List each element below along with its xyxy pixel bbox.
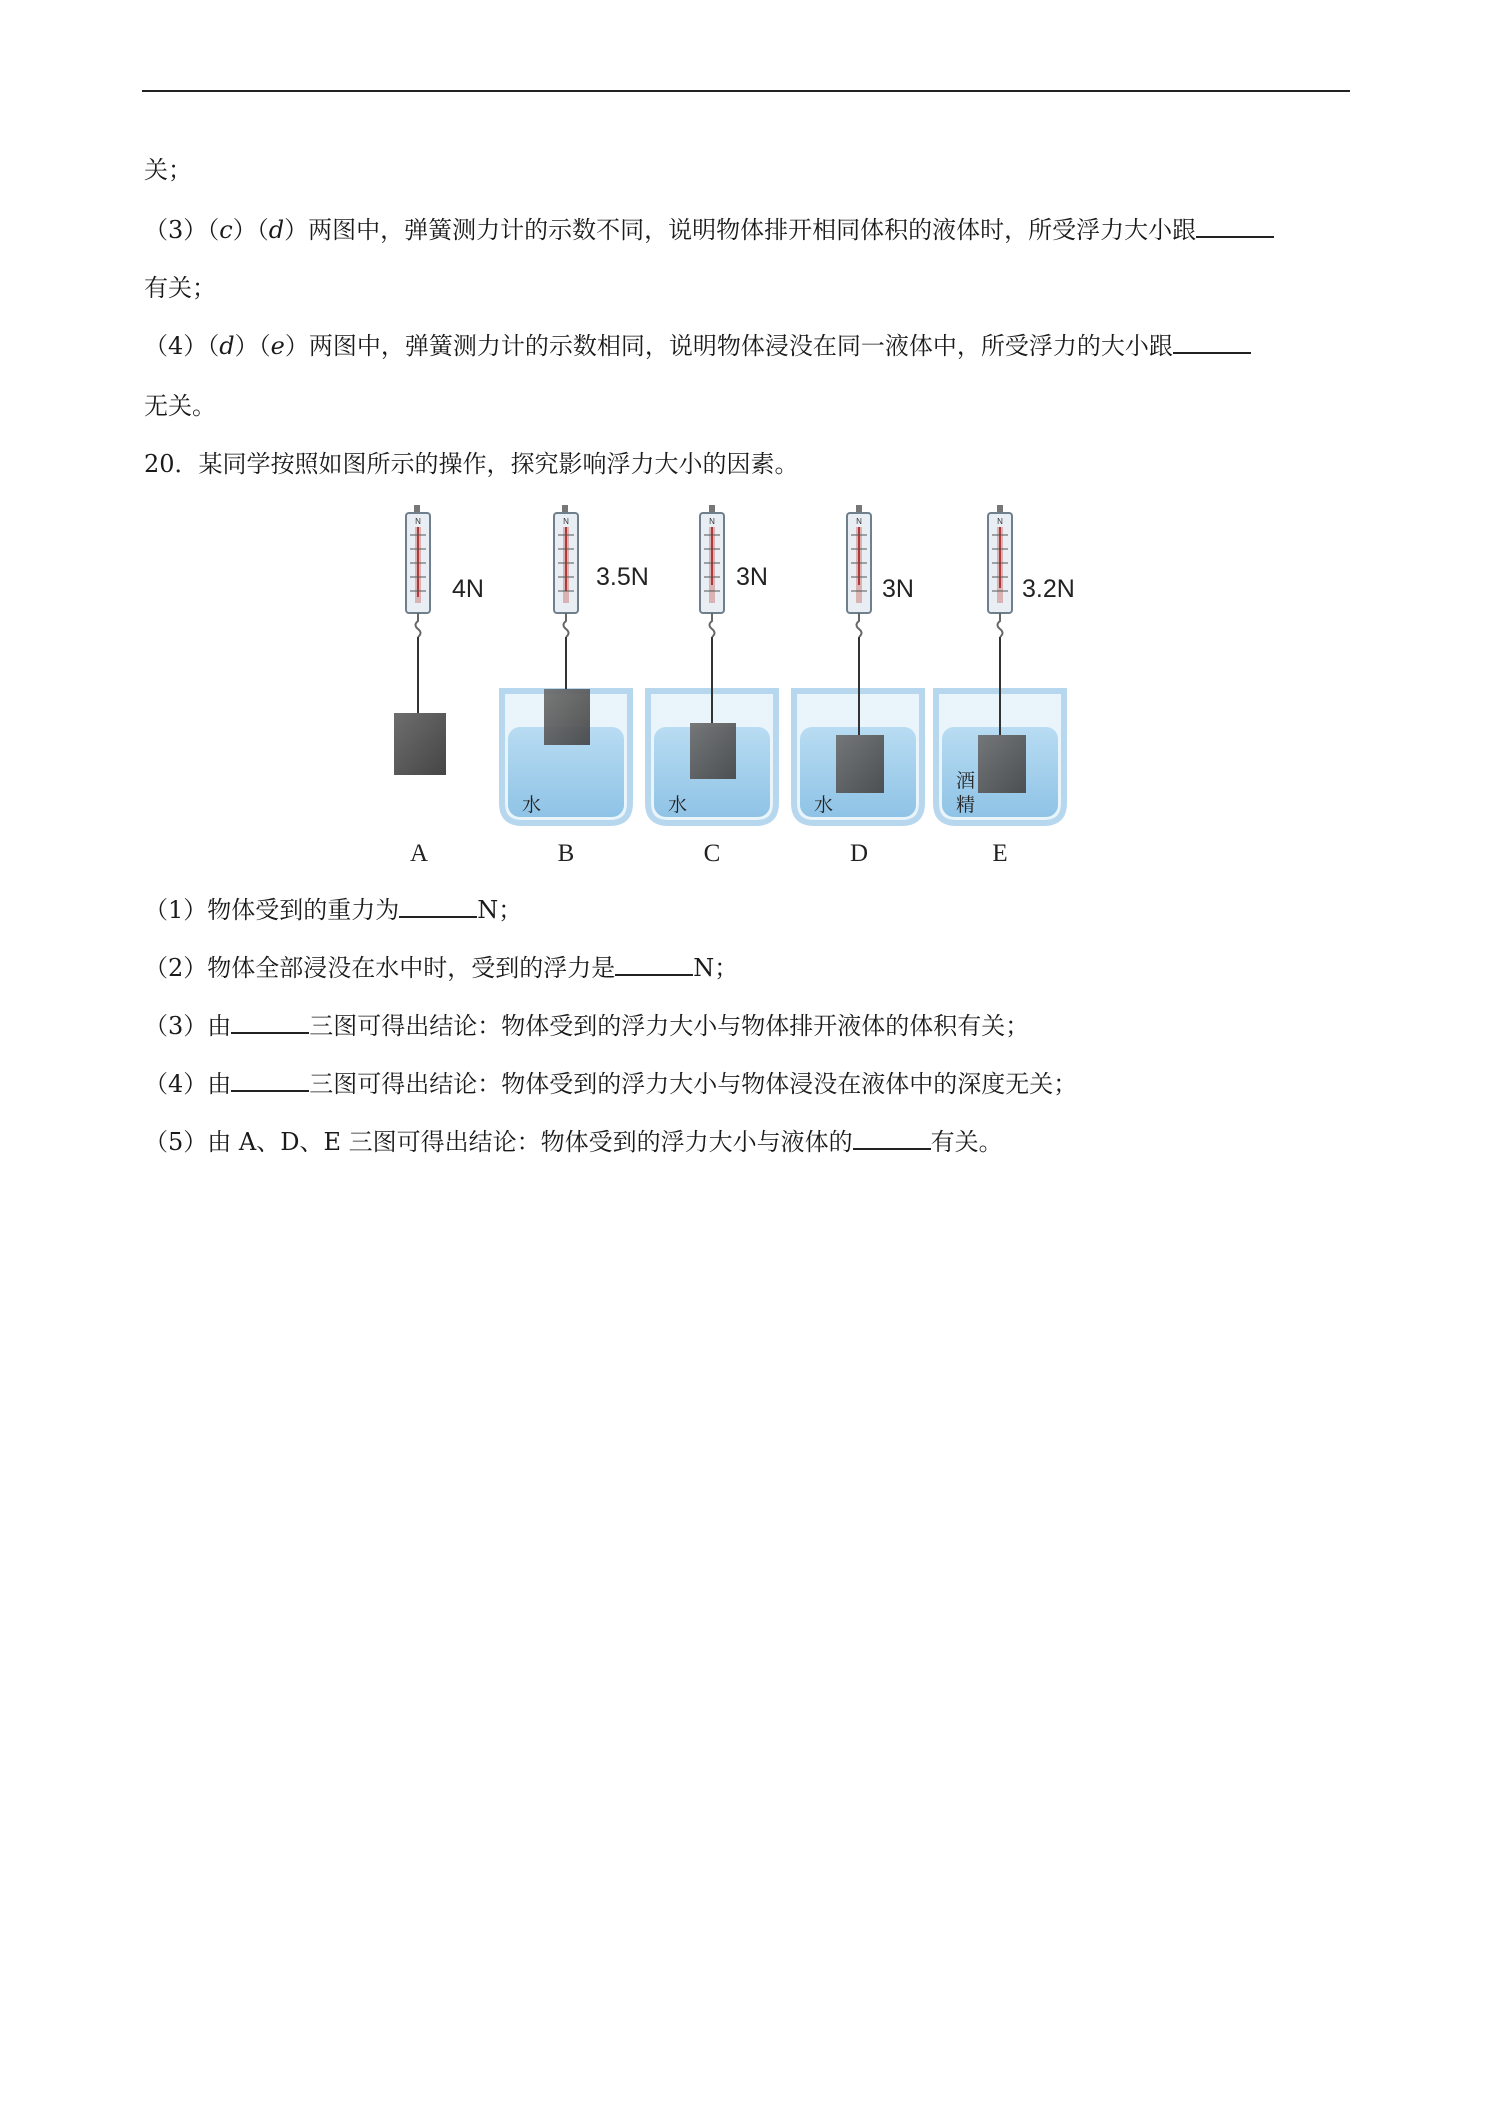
answer-blank[interactable] bbox=[231, 1010, 309, 1034]
scale-reading: 3.2N bbox=[1022, 575, 1075, 603]
scale-reading: 3.5N bbox=[596, 563, 649, 591]
liquid-label: 水 bbox=[814, 794, 834, 816]
text: N； bbox=[477, 896, 523, 924]
q19-line-continuation bbox=[144, 154, 192, 186]
panel-d bbox=[794, 505, 922, 867]
liquid-label: 水 bbox=[668, 794, 688, 816]
text: 三图可得出结论：物体受到的浮力大小与物体排开液体的体积有关； bbox=[309, 1012, 1030, 1040]
text: （5）由 A、D、E 三图可得出结论：物体受到的浮力大小与液体的 bbox=[144, 1128, 853, 1156]
text: d bbox=[268, 216, 285, 244]
block bbox=[978, 735, 1026, 793]
answer-blank[interactable] bbox=[615, 952, 693, 976]
spring-scale-icon bbox=[406, 505, 430, 637]
unit-label: N bbox=[415, 517, 421, 526]
spring-scale-icon bbox=[554, 505, 578, 637]
text: ）两图中，弹簧测力计的示数相同，说明物体浸没在同一液体中，所受浮力的大小跟 bbox=[284, 332, 1173, 360]
unit-label: N bbox=[997, 517, 1003, 526]
spring-scale-icon bbox=[847, 505, 871, 637]
text: e bbox=[270, 332, 285, 360]
liquid-label: 水 bbox=[522, 794, 542, 816]
panel-label: B bbox=[557, 840, 575, 867]
q19-sub4 bbox=[144, 330, 1251, 362]
block bbox=[836, 735, 884, 793]
q19-sub3-end bbox=[144, 272, 216, 304]
text: （3）（ bbox=[144, 216, 220, 244]
q20-sub3 bbox=[144, 1010, 1029, 1042]
block bbox=[544, 689, 590, 745]
q20-sub5 bbox=[144, 1126, 1003, 1158]
scale-reading: 3N bbox=[736, 563, 768, 591]
panel-label: E bbox=[992, 840, 1008, 867]
text: 关； bbox=[144, 156, 192, 184]
q19-sub4-end bbox=[144, 390, 216, 422]
answer-blank[interactable] bbox=[1196, 214, 1274, 238]
block bbox=[394, 713, 446, 775]
text: c bbox=[219, 216, 233, 244]
spring-scale-icon bbox=[988, 505, 1012, 637]
text: 20．某同学按照如图所示的操作，探究影响浮力大小的因素。 bbox=[144, 450, 799, 478]
liquid-label: 精 bbox=[956, 794, 976, 816]
answer-blank[interactable] bbox=[1173, 330, 1251, 354]
text: ）（ bbox=[232, 216, 269, 244]
text: （1）物体受到的重力为 bbox=[144, 896, 400, 924]
block bbox=[690, 723, 736, 779]
unit-label: N bbox=[563, 517, 569, 526]
q20-stem bbox=[144, 448, 799, 480]
panel-a bbox=[394, 505, 484, 867]
panel-label: D bbox=[849, 840, 869, 867]
panel-e bbox=[936, 505, 1075, 867]
text: 三图可得出结论：物体受到的浮力大小与物体浸没在液体中的深度无关； bbox=[309, 1070, 1078, 1098]
panel-c bbox=[648, 505, 776, 867]
liquid-label: 酒 bbox=[956, 770, 976, 792]
unit-label: N bbox=[856, 517, 862, 526]
panel-label: A bbox=[409, 840, 429, 867]
q20-sub4 bbox=[144, 1068, 1077, 1100]
buoyancy-experiment-figure bbox=[370, 505, 1110, 877]
q19-sub3 bbox=[144, 214, 1274, 246]
text: ）（ bbox=[234, 332, 271, 360]
text: N； bbox=[693, 954, 739, 982]
header-rule bbox=[142, 90, 1350, 92]
text: ）两图中，弹簧测力计的示数不同，说明物体排开相同体积的液体时，所受浮力大小跟 bbox=[284, 216, 1197, 244]
scale-reading: 4N bbox=[452, 575, 484, 603]
answer-blank[interactable] bbox=[853, 1126, 931, 1150]
q20-sub1 bbox=[144, 894, 522, 926]
text: （4）（ bbox=[144, 332, 220, 360]
text: d bbox=[219, 332, 235, 360]
panel-b bbox=[502, 505, 649, 867]
spring-scale-icon bbox=[700, 505, 724, 637]
answer-blank[interactable] bbox=[231, 1068, 309, 1092]
text: 无关。 bbox=[144, 392, 216, 420]
q20-sub2 bbox=[144, 952, 738, 984]
answer-blank[interactable] bbox=[399, 894, 477, 918]
text: （2）物体全部浸没在水中时，受到的浮力是 bbox=[144, 954, 616, 982]
scale-reading: 3N bbox=[882, 575, 914, 603]
unit-label: N bbox=[709, 517, 715, 526]
text: （3）由 bbox=[144, 1012, 232, 1040]
text: （4）由 bbox=[144, 1070, 232, 1098]
panel-label: C bbox=[703, 840, 721, 867]
text: 有关； bbox=[144, 274, 216, 302]
text: 有关。 bbox=[930, 1128, 1003, 1156]
